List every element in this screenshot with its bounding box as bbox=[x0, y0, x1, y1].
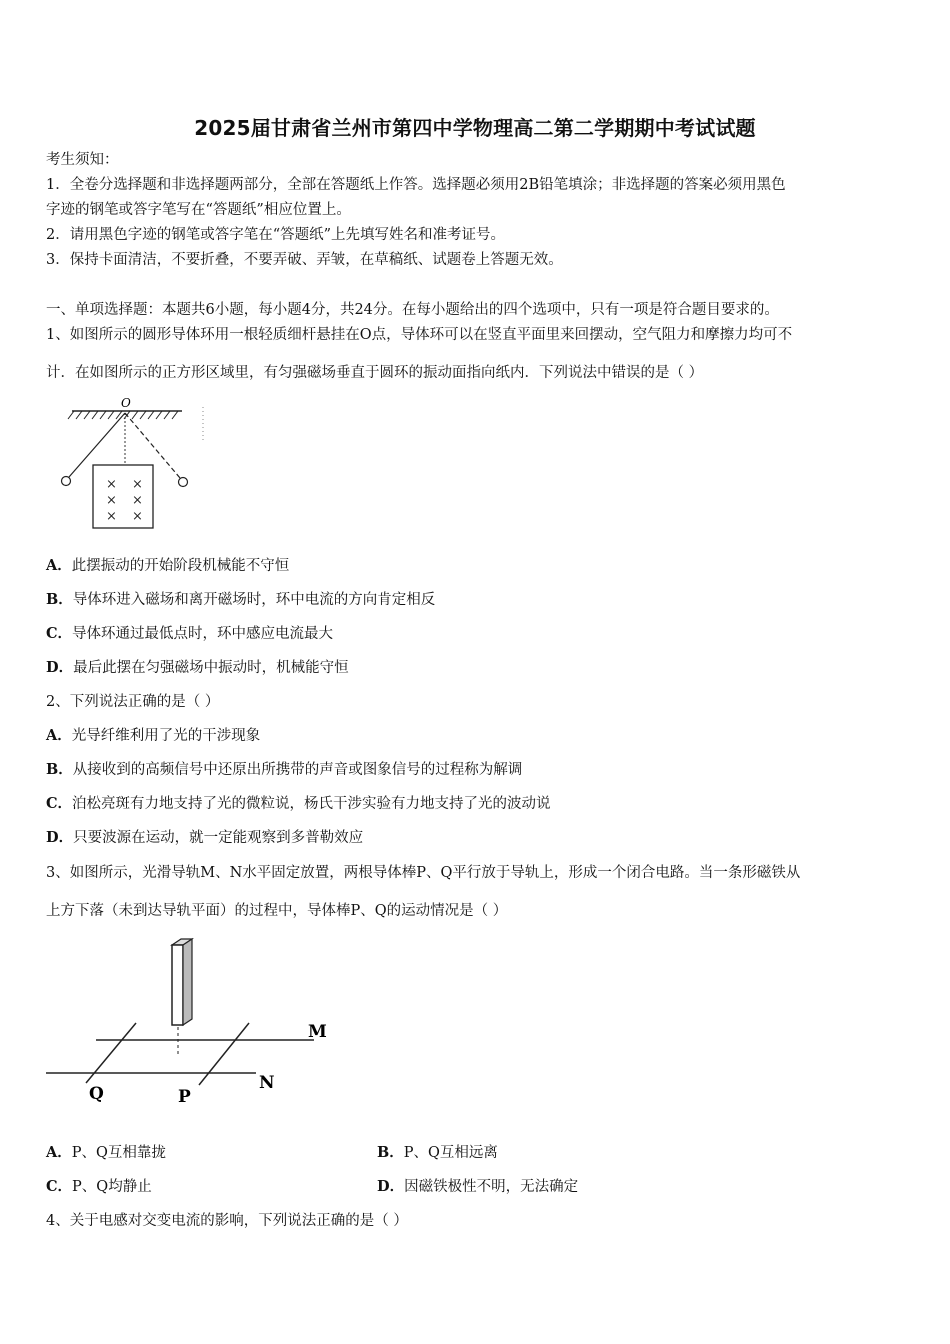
rail-m-label: M bbox=[308, 1022, 327, 1042]
question-4-stem: 4、关于电感对交变电流的影响，下列说法正确的是（ ） bbox=[46, 1213, 408, 1229]
svg-text:×: × bbox=[106, 477, 117, 492]
notice-heading: 考生须知： bbox=[46, 152, 119, 168]
svg-text:×: × bbox=[132, 477, 143, 492]
rod-q-label: Q bbox=[89, 1084, 104, 1104]
q2-option-c[interactable]: C．泊松亮斑有力地支持了光的微粒说，杨氏干涉实验有力地支持了光的波动说 bbox=[46, 795, 551, 812]
rail-n-label: N bbox=[259, 1073, 275, 1093]
exam-title: 2025届甘肃省兰州市第四中学物理高二第二学期期中考试试题 bbox=[194, 116, 756, 140]
q1-option-b[interactable]: B．导体环进入磁场和离开磁场时，环中电流的方向肯定相反 bbox=[46, 591, 436, 608]
q2-option-a[interactable]: A．光导纤维利用了光的干涉现象 bbox=[46, 727, 261, 744]
q2-option-d[interactable]: D．只要波源在运动，就一定能观察到多普勒效应 bbox=[46, 829, 364, 846]
notice-line: 2．请用黑色字迹的钢笔或答字笔在“答题纸”上先填写姓名和准考证号。 bbox=[46, 227, 506, 243]
question-3-stem-cont: 上方下落（未到达导轨平面）的过程中，导体棒P、Q的运动情况是（ ） bbox=[46, 903, 508, 919]
q2-option-b[interactable]: B．从接收到的高频信号中还原出所携带的声音或图象信号的过程称为解调 bbox=[46, 761, 523, 778]
question-3-stem: 3、如图所示，光滑导轨M、N水平固定放置，两根导体棒P、Q平行放于导轨上，形成一个闭合电路。当一条形磁铁从 bbox=[46, 865, 801, 881]
notice-line: 1．全卷分选择题和非选择题两部分，全部在答题纸上作答。选择题必须用2B铅笔填涂；非选择题的答案必须用黑色 bbox=[46, 177, 786, 193]
q1-option-a[interactable]: A．此摆振动的开始阶段机械能不守恒 bbox=[46, 557, 290, 574]
q1-option-c[interactable]: C．导体环通过最低点时，环中感应电流最大 bbox=[46, 625, 334, 642]
q3-option-b[interactable]: B．P、Q互相远离 bbox=[377, 1144, 498, 1161]
q3-option-d[interactable]: D．因磁铁极性不明，无法确定 bbox=[377, 1178, 579, 1195]
question-1-stem: 1、如图所示的圆形导体环用一根轻质细杆悬挂在O点，导体环可以在竖直平面里来回摆动，空气阻力和摩擦力均可不 bbox=[46, 327, 793, 343]
svg-text:×: × bbox=[106, 509, 117, 524]
svg-text:×: × bbox=[132, 493, 143, 508]
question-2-stem: 2、下列说法正确的是（ ） bbox=[46, 694, 220, 710]
rod-p-label: P bbox=[178, 1087, 191, 1107]
rails-magnet-figure bbox=[44, 935, 344, 1110]
notice-line: 字迹的钢笔或答字笔写在“答题纸”相应位置上。 bbox=[46, 202, 351, 218]
notice-line: 3．保持卡面清洁，不要折叠，不要弄破、弄皱，在草稿纸、试题卷上答题无效。 bbox=[46, 252, 563, 268]
q1-option-d[interactable]: D．最后此摆在匀强磁场中振动时，机械能守恒 bbox=[46, 659, 349, 676]
pendulum-figure bbox=[50, 395, 220, 540]
q3-option-c[interactable]: C．P、Q均静止 bbox=[46, 1178, 152, 1195]
section-heading: 一、单项选择题：本题共6小题，每小题4分，共24分。在每小题给出的四个选项中，只有一项是符合题目要求的。 bbox=[46, 302, 779, 318]
q3-option-a[interactable]: A．P、Q互相靠拢 bbox=[46, 1144, 166, 1161]
svg-text:×: × bbox=[106, 493, 117, 508]
pivot-label: O bbox=[121, 396, 131, 410]
svg-text:×: × bbox=[132, 509, 143, 524]
question-1-stem-cont: 计．在如图所示的正方形区域里，有匀强磁场垂直于圆环的振动面指向纸内．下列说法中错误的是（ ） bbox=[46, 365, 704, 381]
